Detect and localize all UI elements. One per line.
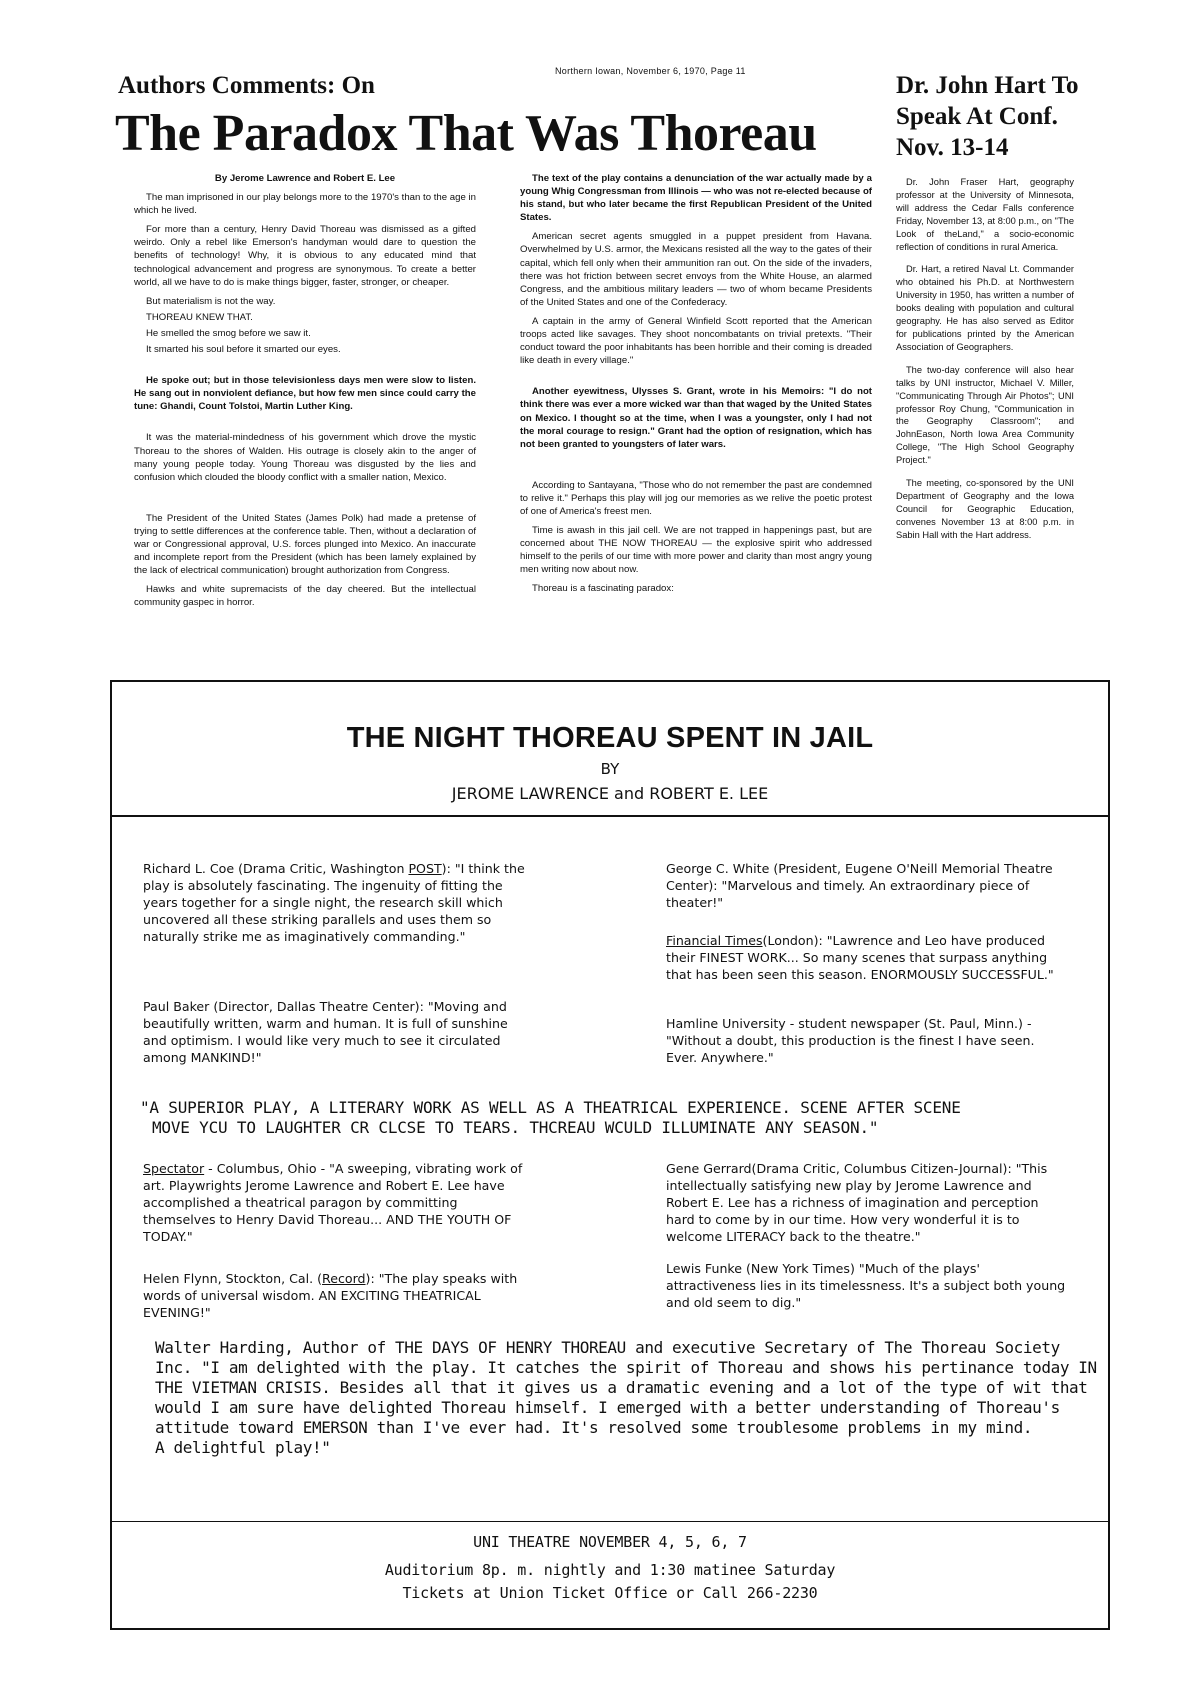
play-advertisement-box [110,680,1110,1630]
review-quote-funke: Lewis Funke (New York Times) "Much of the plays' attractiveness lies in its timelessness. It's a subject both young and old seem to dig." [666,1261,1066,1310]
article-paragraph: American secret agents smuggled in a puppet president from Havana. Overwhelmed by U.S. armor, the Mexicans resisted all the way to the gates of their capital, which fell only when their ammunition ran out. On the side of the invaders, there was hot friction between secret envoys from the White House, an alarmed Congress, and the ambitious military leaders — two of whom became Presidents of the United States and one of the Confederacy. [520,231,872,308]
review-quote-gerrard: Gene Gerrard(Drama Critic, Columbus Citizen-Journal): "This intellectually satisfying new play by Jerome Lawrence and Robert E. Lee has a richness of imagination and perception hard to come by in our time. How very wonderful it is to welcome LITERACY back to the theatre." [666,1161,1048,1244]
sidebar-paragraph: The meeting, co-sponsored by the UNI Department of Geography and the Iowa Council for Geographic Education, convenes November 13 at 8:00 p.m. in Sabin Hall with the Hart address. [896,478,1074,540]
article-column-2 [520,172,872,602]
quote-text: Richard L. Coe (Drama Critic, Washington [143,861,409,876]
sidebar-paragraph: Dr. Hart, a retired Naval Lt. Commander who obtained his Ph.D. at Northwestern University in 1950, has written a number of books dealing with population and cultural geography. He has also served as Editor for publications printed by the American Association of Geographers. [896,264,1074,352]
article-paragraph: THOREAU KNEW THAT. [146,311,253,323]
pull-quote [140,1098,1090,1138]
pull-quote-line: MOVE YCU TO LAUGHTER CR CLCSE TO TEARS. THCREAU WCULD ILLUMINATE ANY SEASON." [152,1118,879,1137]
article-paragraph: According to Santayana, "Those who do not remember the past are condemned to relive it." Perhaps this play will jog our memories as we relive the poetic protest of one of America's freest men. [520,479,872,517]
article-column-1 [134,172,476,615]
play-authors: JEROME LAWRENCE and ROBERT E. LEE [451,784,769,803]
ad-divider [110,815,1110,817]
publication-name: Spectator [143,1161,205,1176]
quote-text: ): "The play speaks with words of universal wisdom. AN EXCITING THEATRICAL EVENING!" [143,1271,518,1320]
harding-line: THE VIETMAN CRISIS. Besides all that it gives us a dramatic evening and a lot of the type of wit that [155,1378,1088,1397]
ticket-info: Tickets at Union Ticket Office or Call 266-2230 [402,1584,818,1602]
quote-text: (London): "Lawrence and Leo have produced their FINEST WORK... So many scenes that surpass anything that has been seen this season. ENORMOUSLY SUCCESSFUL." [666,933,1054,982]
article-headline: The Paradox That Was Thoreau [115,105,817,162]
review-quote-coe [143,860,533,945]
harding-line: Walter Harding, Author of THE DAYS OF HENRY THOREAU and executive Secretary of The Thoreau Society [155,1338,1060,1357]
harding-line: Inc. "I am delighted with the play. It catches the spirit of Thoreau and shows his pertinance today IN [155,1358,1097,1377]
article-paragraph: It smarted his soul before it smarted our eyes. [146,344,341,356]
review-quote-baker: Paul Baker (Director, Dallas Theatre Center): "Moving and beautifully written, warm and human. It is full of sunshine and optimism. I would like very much to see it circulated among MANKIND!" [143,999,508,1065]
review-quote-flynn [143,1270,533,1321]
harding-line: attitude toward EMERSON than I've ever had. It's resolved some troublesome problems in my mind. [155,1418,1033,1437]
article-kicker: Authors Comments: On [118,72,375,99]
article-paragraph: The text of the play contains a denunciation of the war actually made by a young Whig Congressman from Illinois — who was not re-elected because of his stand, but who later became the first Republican President of the United States. [520,173,872,224]
article-paragraph: For more than a century, Henry David Thoreau was dismissed as a gifted weirdo. Only a rebel like Emerson's handyman would dare to question the benefits of technology! Why, it is obvious to any educated mind that technological advancement and progress are synonymous. To create a better world, all we have to do is make things bigger, faster, stronger, or cheaper. [134,224,476,288]
review-quote-financial-times [666,932,1066,983]
footer-divider [110,1521,1110,1522]
performance-times: Auditorium 8p. m. nightly and 1:30 matinee Saturday [384,1561,836,1579]
quote-text: ): "I think the play is absolutely fascinating. The ingenuity of fitting the years together for a single night, the research skill which uncovered all these striking parallels and uses them so naturally strike me as imaginatively commanding." [143,861,525,944]
article-paragraph: He spoke out; but in those televisionless days men were slow to listen. He sang out in nonviolent defiance, but how few men since could carry the tune: Ghandi, Count Tolstoi, Martin Luther King. [134,375,476,413]
pull-quote-line: "A SUPERIOR PLAY, A LITERARY WORK AS WELL AS A THEATRICAL EXPERIENCE. SCENE AFTER SCENE [140,1098,961,1117]
article-byline: By Jerome Lawrence and Robert E. Lee [214,173,396,184]
play-by-label: BY [600,760,620,778]
article-paragraph: Hawks and white supremacists of the day cheered. But the intellectual community gaspec in horror. [134,584,476,609]
sidebar-paragraph: The two-day conference will also hear talks by UNI instructor, Michael V. Miller, "Communicating Through Air Photos"; UNI professor Roy Chung, "Communication in the Geography Classroom"; and JohnEason, North Iowa Area Community College, "The High School Geography Project." [896,364,1074,466]
harding-line: would I am sure have delighted Thoreau himself. I emerged with a better understanding of Thoreau's [155,1398,1060,1417]
review-quote-hamline: Hamline University - student newspaper (St. Paul, Minn.) - "Without a doubt, this production is the finest I have seen. Ever. Anywhere." [666,1016,1035,1065]
quote-text: - Columbus, Ohio - "A sweeping, vibrating work of art. Playwrights Jerome Lawrence and Robert E. Lee have accomplished a theatrical paragon by committing themselves to Henry David Thoreau... AND THE YOUTH OF TODAY." [143,1161,523,1244]
article-paragraph: The man imprisoned in our play belongs more to the 1970's than to the age in which he lived. [134,192,476,217]
publication-name: POST [408,861,442,876]
article-paragraph: Thoreau is a fascinating paradox: [532,583,674,595]
sidebar-paragraph: Dr. John Fraser Hart, geography professor at the University of Minnesota, will address the Cedar Falls conference Friday, November 13, at 8:00 p.m., on "The Look of theLand," a socio-economic reflection of conditions in rural America. [896,177,1074,252]
publication-name: Record [322,1271,366,1286]
article-paragraph: Another eyewitness, Ulysses S. Grant, wrote in his Memoirs: "I do not think there was ever a more wicked war than that waged by the United States on Mexico. I thought so at the time, when I was a youngster, only I had not the moral courage to resign." Grant had the option of resignation, which has not been granted to youngsters of later wars. [520,386,872,450]
play-title: THE NIGHT THOREAU SPENT IN JAIL [346,722,874,754]
article-paragraph: Time is awash in this jail cell. We are not trapped in happenings past, but are concerned about THE NOW THOREAU — the explosive spirit who addressed himself to the perils of our time with more power and clarity than most angry young men writing now about now. [520,525,872,576]
article-paragraph: A captain in the army of General Winfield Scott reported that the American troops acted like savages. They shoot noncombatants on trivial pretexts. "Their conduct toward the poor inhabitants has been horrible and their coming is dreaded like death in every village." [520,315,872,367]
quote-text: Helen Flynn, Stockton, Cal. ( [143,1271,323,1286]
publication-name: Financial Times [666,933,763,948]
sidebar-column [896,176,1074,552]
article-paragraph: The President of the United States (James Polk) had made a pretense of trying to settle differences at the conference table. Then, without a declaration of war or Congressional approval, U.S. forces plunged into Mexico. An inaccurate and incomplete report from the President (which has been lamely explained by the lack of electrical communication) brought authorization from Congress. [134,512,476,577]
article-paragraph: It was the material-mindedness of his government which drove the mystic Thoreau to the shores of Walden. His outrage is closely akin to the anger of many young people today. Young Thoreau was disgusted by the lies and confusion which clouded the bloody conflict with a smaller nation, Mexico. [134,432,476,483]
article-paragraph: But materialism is not the way. [146,295,276,307]
page-folio: Northern Iowan, November 6, 1970, Page 11 [555,66,746,76]
harding-line: A delightful play!" [155,1438,331,1457]
sidebar-headline: Dr. John Hart To Speak At Conf. Nov. 13-14 [896,72,1079,161]
review-quote-spectator [143,1160,533,1245]
article-paragraph: He smelled the smog before we saw it. [146,327,311,339]
review-quote-harding [155,1338,1097,1458]
performance-dates: UNI THEATRE NOVEMBER 4, 5, 6, 7 [473,1533,747,1551]
review-quote-white: George C. White (President, Eugene O'Neill Memorial Theatre Center): "Marvelous and timely. An extraordinary piece of theater!" [666,861,1053,910]
